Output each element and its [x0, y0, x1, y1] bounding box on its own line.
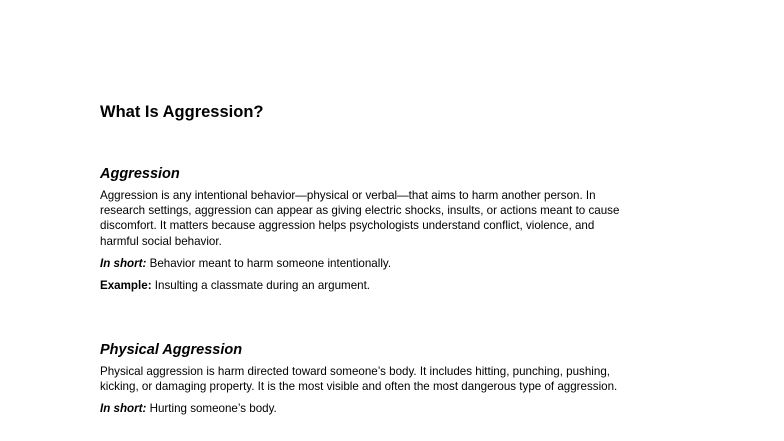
definition-paragraph — [100, 188, 690, 249]
paragraph-line: research settings, aggression can appear as giving electric shocks, insults, or actions meant to cause — [100, 204, 620, 218]
in-short-label: In short: — [100, 402, 147, 416]
paragraph-line: harmful social behavior. — [100, 234, 222, 248]
in-short-paragraph — [100, 401, 690, 416]
paragraph-line: Aggression is any intentional behavior—physical or verbal—that aims to harm another person. In — [100, 189, 596, 202]
paragraph-line: Physical aggression is harm directed toward someone’s body. It includes hitting, punching, pushing, — [100, 365, 610, 378]
in-short-paragraph — [100, 256, 690, 271]
document-page — [100, 0, 690, 441]
section-physical-aggression — [100, 340, 690, 417]
paragraph-line: kicking, or damaging property. It is the most visible and often the most dangerous type of aggression. — [100, 380, 618, 394]
example-text: Insulting a classmate during an argument. — [151, 279, 371, 293]
in-short-label: In short: — [100, 256, 147, 270]
definition-paragraph — [100, 364, 690, 394]
page-title: What Is Aggression? — [100, 103, 264, 121]
section-aggression — [100, 164, 690, 293]
in-short-text: Behavior meant to harm someone intentionally. — [146, 256, 392, 270]
paragraph-line: discomfort. It matters because aggression helps psychologists understand conflict, violence, and — [100, 219, 595, 233]
in-short-text: Hurting someone’s body. — [146, 402, 277, 416]
example-paragraph — [100, 278, 690, 293]
section-heading: Aggression — [100, 166, 180, 182]
section-heading: Physical Aggression — [100, 342, 243, 358]
example-label: Example: — [100, 279, 152, 293]
